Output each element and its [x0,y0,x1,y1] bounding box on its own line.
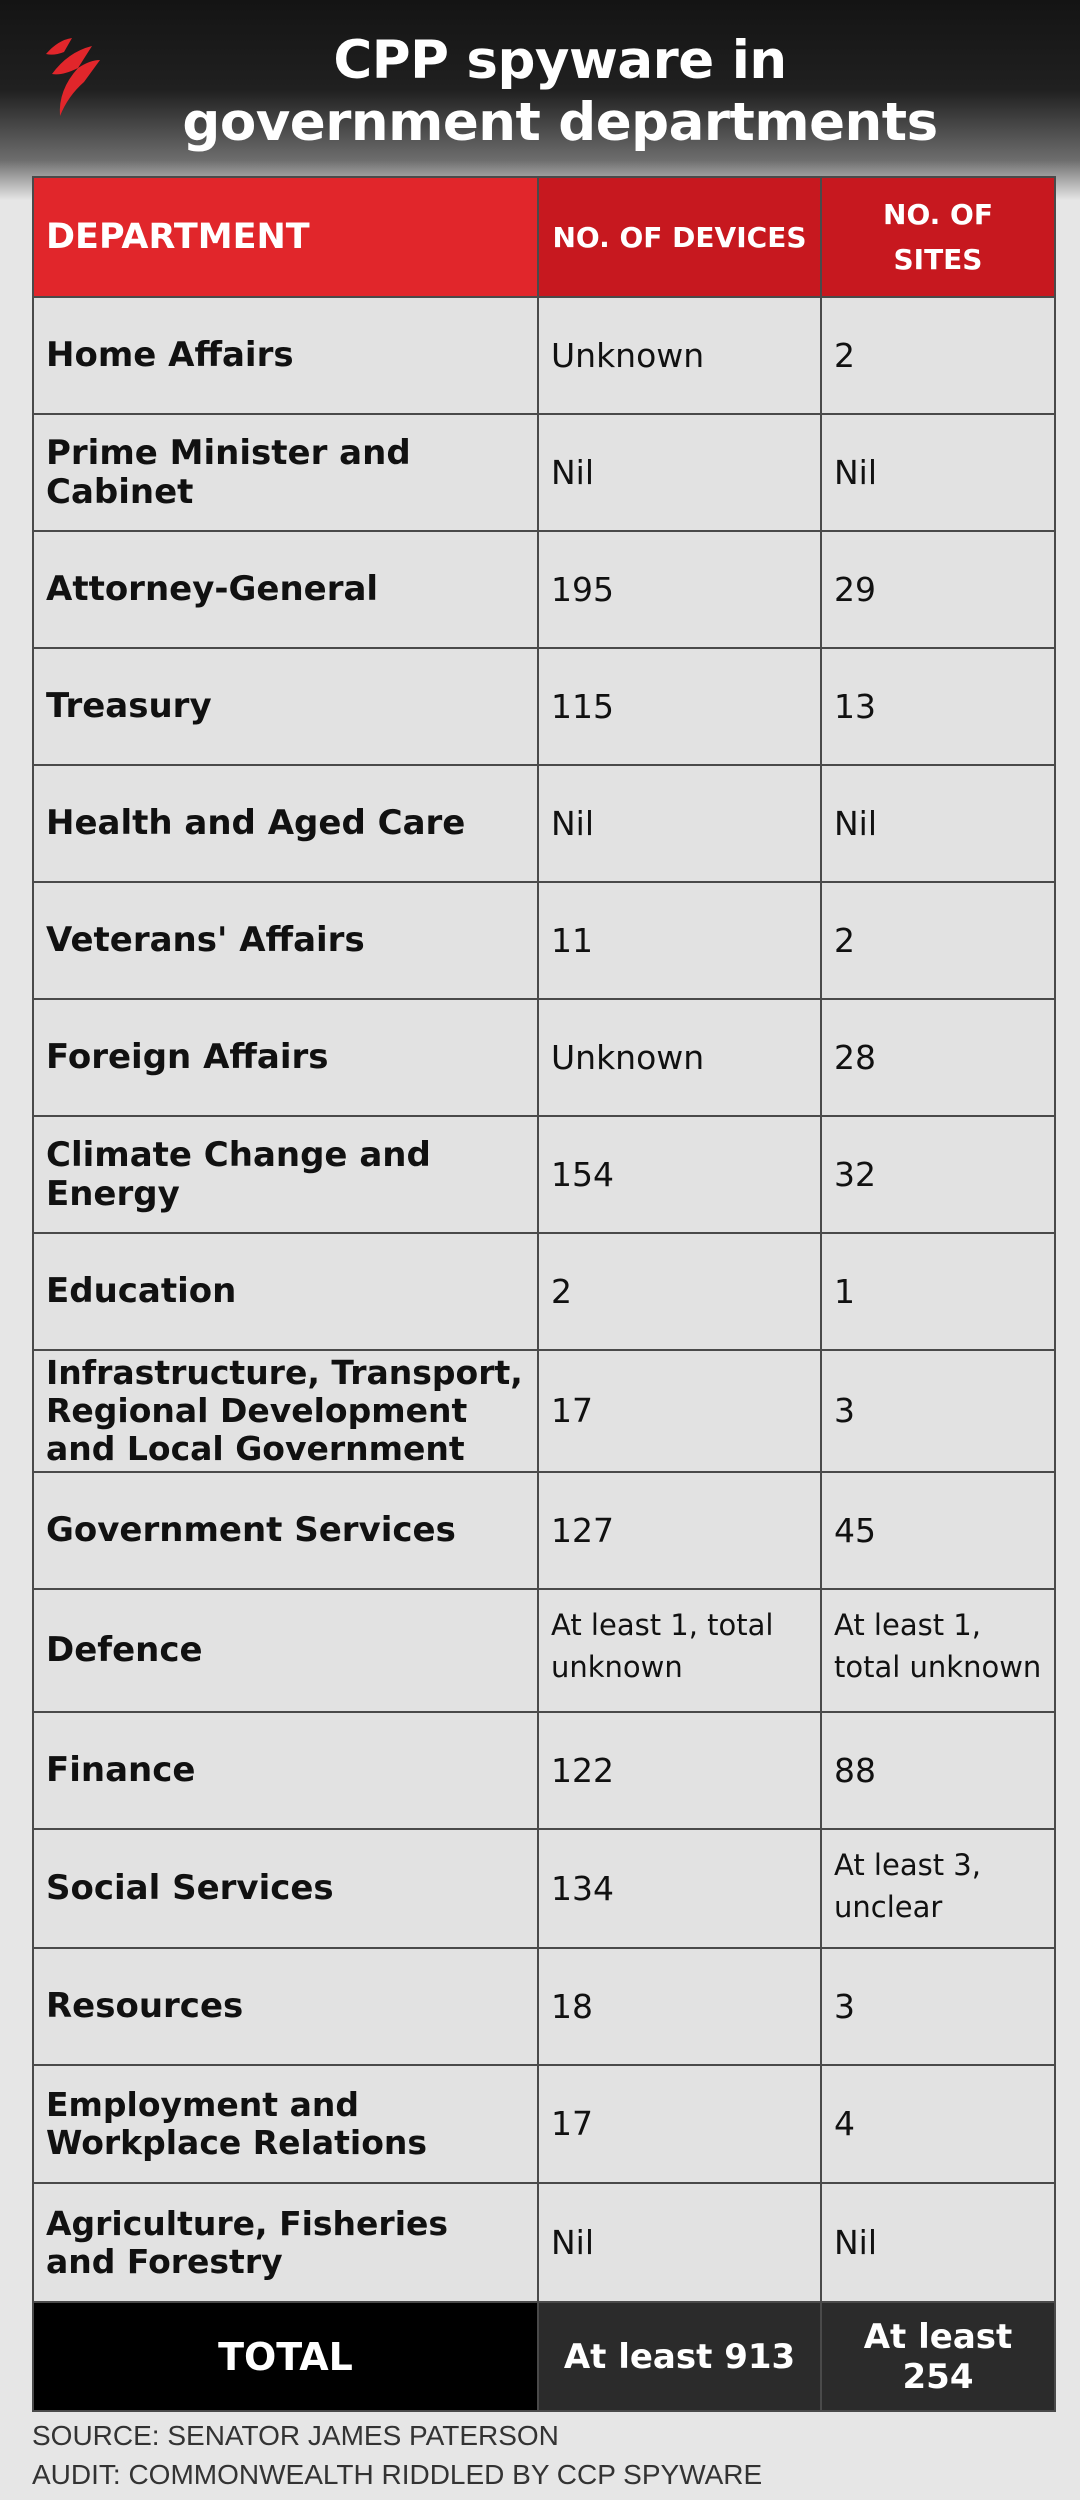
column-header-department: DEPARTMENT [33,177,538,297]
department-cell: Home Affairs [33,297,538,414]
department-cell: Education [33,1233,538,1350]
title-line-1: CPP spyware in [333,30,787,91]
total-devices: At least 913 [538,2302,821,2411]
header-banner [0,0,1080,200]
table-row [33,1589,1055,1712]
source-note [32,2416,1052,2494]
department-cell: Climate Change and Energy [33,1116,538,1233]
sites-cell: 3 [821,1948,1055,2065]
table-header-row [33,177,1055,297]
sites-cell: Nil [821,414,1055,531]
table-row [33,999,1055,1116]
total-sites: At least 254 [821,2302,1055,2411]
sites-cell: 88 [821,1712,1055,1829]
departments-table [32,176,1056,2412]
department-cell: Defence [33,1589,538,1712]
devices-cell: Nil [538,414,821,531]
department-cell: Attorney-General [33,531,538,648]
table-row [33,1712,1055,1829]
devices-cell: 127 [538,1472,821,1589]
table-row [33,531,1055,648]
department-cell: Prime Minister and Cabinet [33,414,538,531]
total-label: TOTAL [33,2302,538,2411]
department-cell: Infrastructure, Transport, Regional Development and Local Government [33,1350,538,1472]
table-row [33,1829,1055,1948]
devices-cell: Nil [538,2183,821,2302]
department-cell: Government Services [33,1472,538,1589]
devices-cell: Unknown [538,999,821,1116]
sites-cell: 45 [821,1472,1055,1589]
sites-cell: 4 [821,2065,1055,2183]
department-cell: Health and Aged Care [33,765,538,882]
sites-cell: 13 [821,648,1055,765]
table-row [33,1350,1055,1472]
total-row [33,2302,1055,2411]
sites-cell: 28 [821,999,1055,1116]
department-cell: Finance [33,1712,538,1829]
devices-cell: 11 [538,882,821,999]
devices-cell: 195 [538,531,821,648]
source-line: SOURCE: SENATOR JAMES PATERSON [32,2420,559,2451]
column-header-devices: NO. OF DEVICES [538,177,821,297]
sites-cell: 29 [821,531,1055,648]
sites-cell: 1 [821,1233,1055,1350]
department-cell: Social Services [33,1829,538,1948]
audit-line: AUDIT: COMMONWEALTH RIDDLED BY CCP SPYWARE [32,2459,763,2490]
department-cell: Treasury [33,648,538,765]
devices-cell: 2 [538,1233,821,1350]
sites-cell: Nil [821,2183,1055,2302]
column-header-sites: NO. OF SITES [821,177,1055,297]
table-row [33,1472,1055,1589]
sites-cell: 2 [821,882,1055,999]
department-cell: Foreign Affairs [33,999,538,1116]
department-cell: Agriculture, Fisheries and Forestry [33,2183,538,2302]
table-row [33,2183,1055,2302]
department-cell: Employment and Workplace Relations [33,2065,538,2183]
table-row [33,1233,1055,1350]
devices-cell: 17 [538,2065,821,2183]
devices-cell: At least 1, total unknown [538,1589,821,1712]
table-row [33,765,1055,882]
sites-cell: 3 [821,1350,1055,1472]
devices-cell: 134 [538,1829,821,1948]
sites-cell: Nil [821,765,1055,882]
department-cell: Resources [33,1948,538,2065]
table-body [33,297,1055,2302]
table-row [33,648,1055,765]
sbs-news-logo-icon [38,34,104,118]
devices-cell: 115 [538,648,821,765]
title-line-2: government departments [182,92,938,153]
table-row [33,297,1055,414]
sites-cell: At least 1, total unknown [821,1589,1055,1712]
devices-cell: 122 [538,1712,821,1829]
devices-cell: Nil [538,765,821,882]
devices-cell: 154 [538,1116,821,1233]
devices-cell: 18 [538,1948,821,2065]
table-row [33,2065,1055,2183]
table-row [33,1948,1055,2065]
sites-cell: 2 [821,297,1055,414]
table-row [33,882,1055,999]
table-row [33,1116,1055,1233]
table-row [33,414,1055,531]
department-cell: Veterans' Affairs [33,882,538,999]
devices-cell: Unknown [538,297,821,414]
page-title [120,30,1000,154]
devices-cell: 17 [538,1350,821,1472]
sites-cell: 32 [821,1116,1055,1233]
sites-cell: At least 3, unclear [821,1829,1055,1948]
